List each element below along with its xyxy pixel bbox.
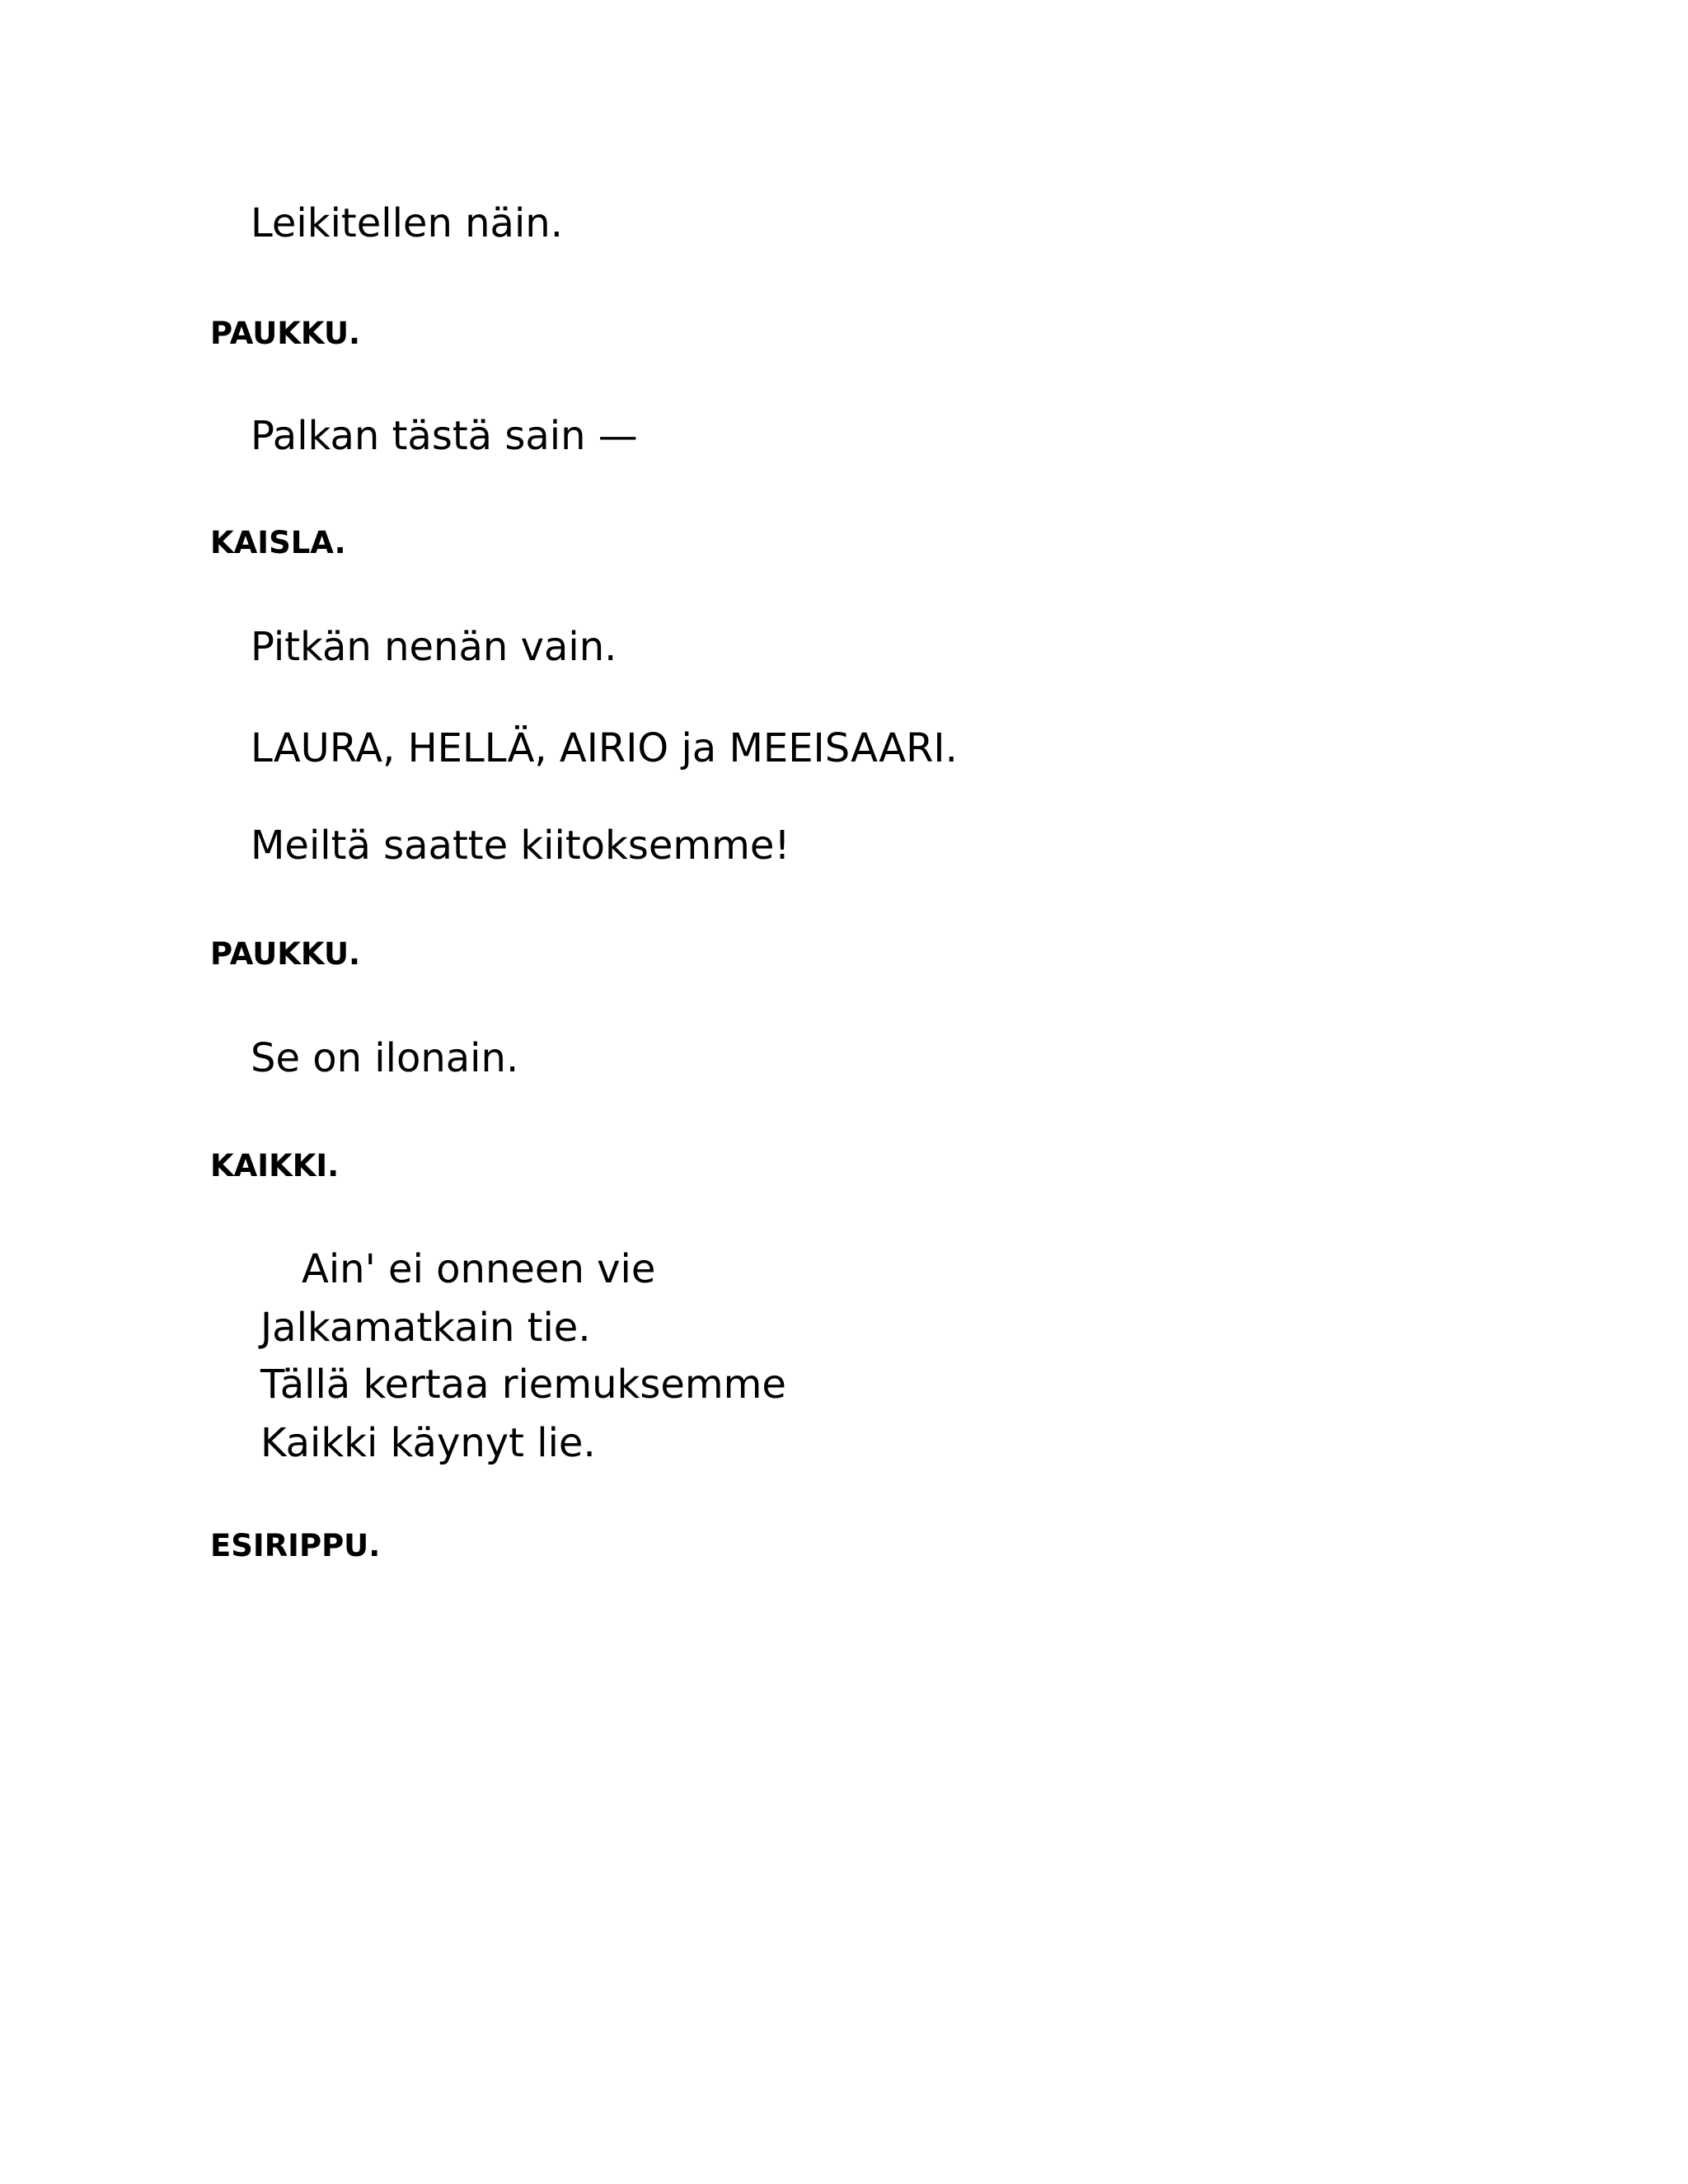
dialogue-line: Pitkän nenän vain. bbox=[251, 624, 617, 670]
speaker-name: PAUKKU. bbox=[210, 316, 361, 351]
verse-line: Tällä kertaa riemuksemme bbox=[260, 1361, 786, 1408]
dialogue-line: Palkan tästä sain — bbox=[251, 413, 638, 459]
speaker-name: KAIKKI. bbox=[210, 1148, 340, 1183]
dialogue-line: Meiltä saatte kiitoksemme! bbox=[251, 823, 790, 869]
dialogue-line: LAURA, HELLÄ, AIRIO ja MEEISAARI. bbox=[251, 725, 958, 771]
stage-direction: ESIRIPPU. bbox=[210, 1528, 381, 1563]
verse-line: Ain' ei onneen vie bbox=[302, 1246, 656, 1292]
dialogue-line: Se on ilonain. bbox=[251, 1035, 519, 1081]
verse-line: Kaikki käynyt lie. bbox=[260, 1420, 596, 1466]
verse-line: Jalkamatkain tie. bbox=[260, 1305, 591, 1351]
speaker-name: PAUKKU. bbox=[210, 936, 361, 972]
dialogue-line: Leikitellen näin. bbox=[251, 200, 563, 246]
speaker-name: KAISLA. bbox=[210, 525, 346, 560]
